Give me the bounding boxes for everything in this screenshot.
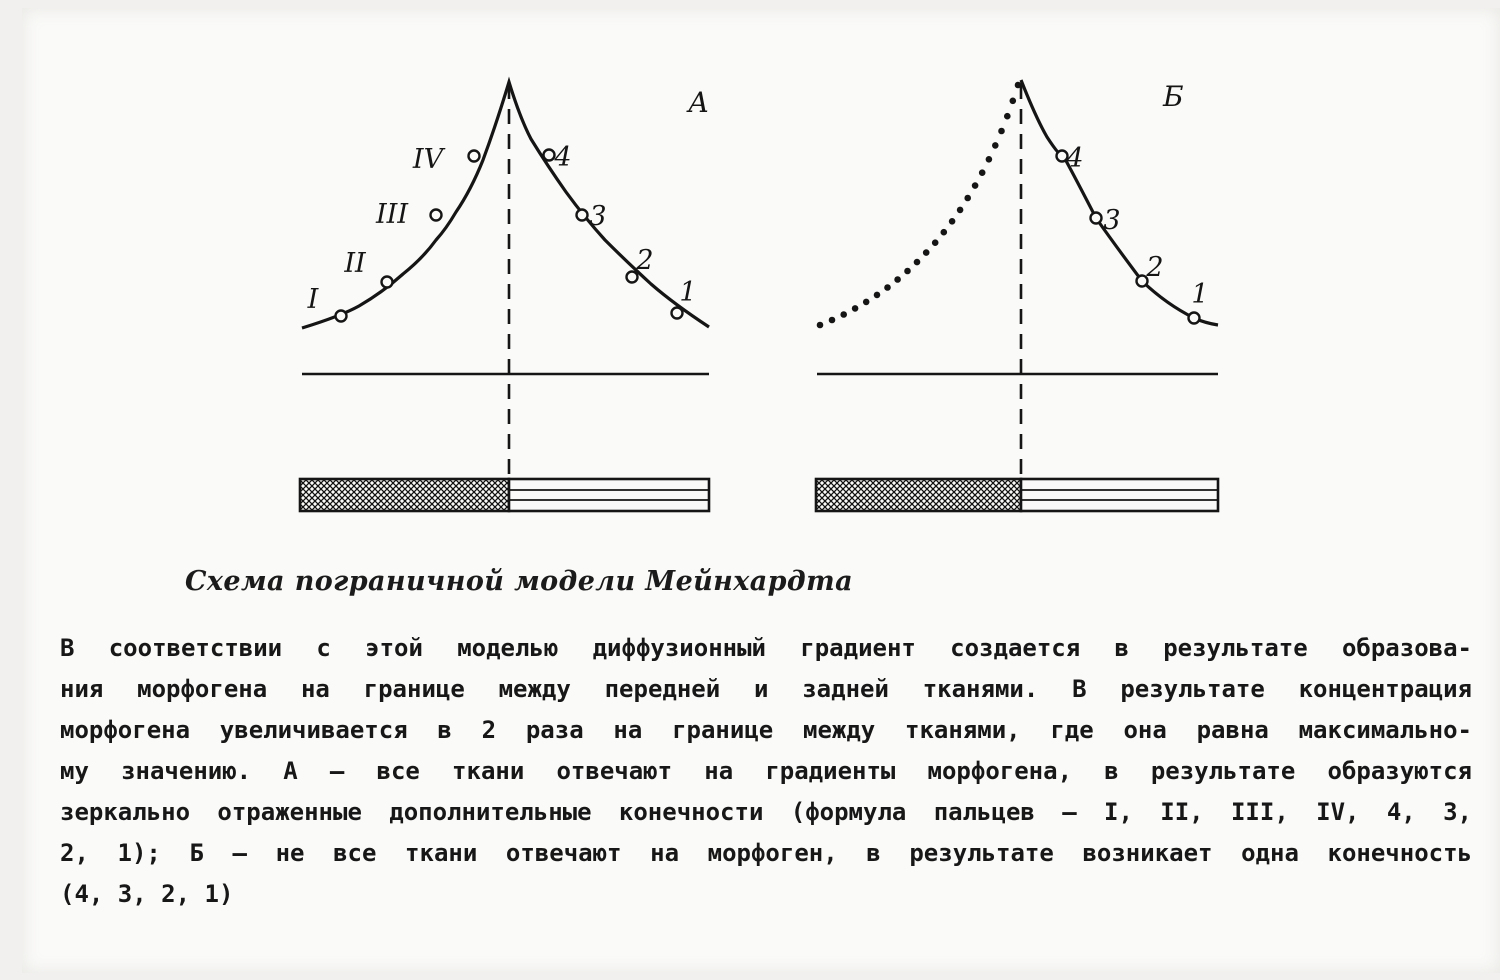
paragraph-line: В соответствии с этой моделью диффузионный градиент создается в результате образова- <box>60 634 1472 662</box>
paragraph-line: 2, 1); Б — не все ткани отвечают на морфоген, в результате возникает одна конечность <box>60 839 1472 867</box>
panel-a-gradient-curve <box>302 82 709 328</box>
digit-point-label: 1 <box>679 277 697 308</box>
dotted-curve-dot <box>840 311 847 318</box>
dotted-curve-dot <box>941 229 948 236</box>
dotted-curve-dot <box>923 249 930 256</box>
dotted-curve-dot <box>1004 113 1011 120</box>
digit-point-marker <box>431 210 442 221</box>
panel-b-label: Б <box>1163 80 1184 113</box>
dotted-curve-dot <box>894 276 901 283</box>
dotted-curve-dot <box>972 182 979 189</box>
panel-a <box>300 82 709 511</box>
panel-b-gradient-curve <box>1021 80 1218 325</box>
digit-point-label: II <box>344 248 366 279</box>
panel-a-label: А <box>688 86 710 119</box>
dotted-curve-dot <box>904 268 911 275</box>
digit-point-label: 4 <box>554 142 572 173</box>
panel-a-digit-labels <box>307 142 697 315</box>
digit-point-marker <box>382 277 393 288</box>
digit-point-marker <box>469 151 480 162</box>
dotted-curve-dot <box>874 292 881 299</box>
digit-point-label: 4 <box>1066 143 1084 174</box>
dotted-curve-dot <box>932 239 939 246</box>
digit-point-marker <box>1091 213 1102 224</box>
paragraph-line: му значению. А — все ткани отвечают на градиенты морфогена, в результате образуются <box>60 757 1472 785</box>
figure-caption: Схема пограничной модели Мейнхардта <box>185 566 853 597</box>
paragraph-line: ния морфогена на границе между передней и задней тканями. В результате концентрация <box>60 675 1472 703</box>
dotted-curve-dot <box>986 156 993 163</box>
dotted-curve-dot <box>817 322 824 329</box>
dotted-curve-dot <box>884 284 891 291</box>
digit-point-marker <box>336 311 347 322</box>
dotted-curve-dot <box>949 218 956 225</box>
panel-b-posterior-tissue-bar <box>1021 479 1218 511</box>
digit-point-label: IV <box>412 144 444 175</box>
paragraph-line: зеркально отраженные дополнительные конечности (формула пальцев — I, II, III, IV, 4, 3, <box>60 798 1472 826</box>
caption-paragraph <box>60 628 1472 915</box>
panel-a-anterior-tissue-bar <box>300 479 509 511</box>
dotted-curve-dot <box>1010 98 1017 105</box>
digit-point-marker <box>544 150 555 161</box>
dotted-curve-dot <box>852 305 859 312</box>
digit-point-marker <box>577 210 588 221</box>
dotted-curve-dot <box>964 195 971 202</box>
dotted-curve-dot <box>979 169 986 176</box>
dotted-curve-dot <box>992 142 999 149</box>
panel-b <box>816 80 1218 511</box>
digit-point-label: 3 <box>589 201 607 232</box>
digit-point-marker <box>1189 313 1200 324</box>
digit-point-label: I <box>307 284 319 315</box>
dotted-curve-dot <box>863 299 870 306</box>
panel-b-dotted-curve <box>817 82 1022 329</box>
panel-b-digit-points <box>1057 151 1200 324</box>
paragraph-line: (4, 3, 2, 1) <box>60 880 234 908</box>
digit-point-label: III <box>376 199 408 230</box>
digit-point-label: 1 <box>1191 279 1209 310</box>
digit-point-label: 2 <box>636 245 654 276</box>
digit-point-label: 3 <box>1103 205 1121 236</box>
dotted-curve-dot <box>998 128 1005 135</box>
digit-point-label: 2 <box>1146 252 1164 283</box>
panel-b-anterior-tissue-bar <box>816 479 1021 511</box>
dotted-curve-dot <box>957 207 964 214</box>
digit-point-marker <box>672 308 683 319</box>
dotted-curve-dot <box>829 317 836 324</box>
dotted-curve-dot <box>914 259 921 266</box>
panel-a-posterior-tissue-bar <box>509 479 709 511</box>
paragraph-line: морфогена увеличивается в 2 раза на границе между тканями, где она равна максимально- <box>60 716 1472 744</box>
